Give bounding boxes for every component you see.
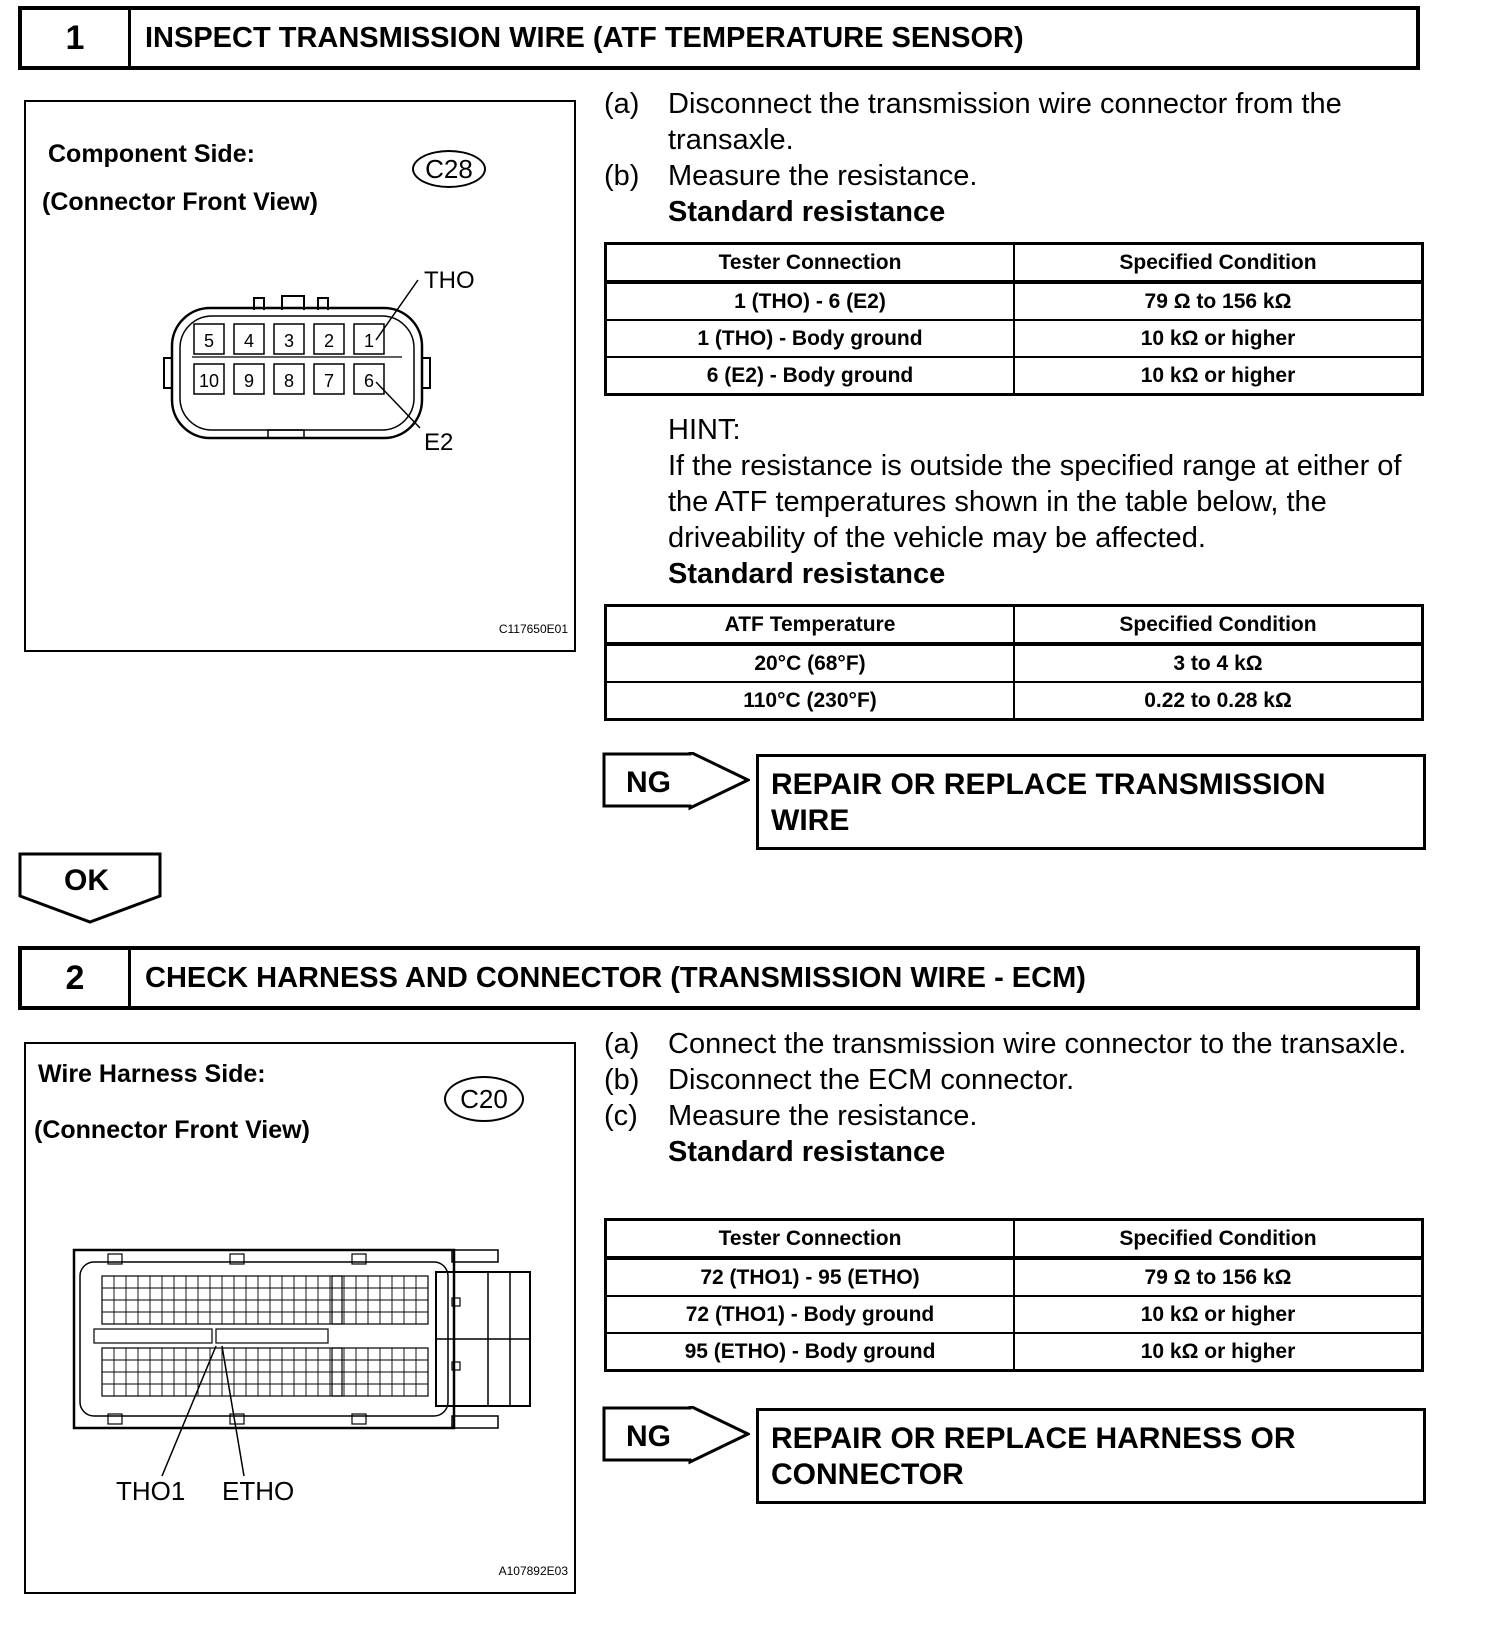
pin-label: 1 — [363, 331, 375, 351]
resistance-table-2 — [604, 604, 1424, 721]
pin-label: 4 — [243, 331, 255, 351]
instruction-item — [604, 1026, 1424, 1062]
instruction-text: Measure the resistance. — [668, 1100, 978, 1132]
pin-label: 3 — [283, 331, 295, 351]
table-header: ATF Temperature — [606, 606, 1015, 645]
table-header: Tester Connection — [606, 244, 1015, 283]
ng-arrow-icon — [602, 1406, 750, 1466]
spacer — [604, 194, 668, 230]
step-1-header — [18, 6, 1420, 70]
figure-side-label: Component Side: — [48, 140, 255, 168]
pin-label: 6 — [363, 371, 375, 391]
pin-label: 7 — [323, 371, 335, 391]
pin-label: 2 — [323, 331, 335, 351]
table-row — [606, 682, 1423, 720]
callout-tho1: THO1 — [116, 1476, 186, 1506]
step-title: INSPECT TRANSMISSION WIRE (ATF TEMPERATURE SENSOR) — [145, 21, 1024, 54]
table-row — [606, 644, 1423, 682]
table-cell: 10 kΩ or higher — [1014, 1333, 1423, 1371]
figure-view-label: (Connector Front View) — [42, 188, 318, 216]
instruction-label: (c) — [604, 1100, 638, 1132]
instruction-text: Disconnect the ECM connector. — [668, 1064, 1075, 1096]
pin-label: 9 — [243, 371, 255, 391]
connector-id-badge: C28 — [412, 150, 486, 188]
table-cell: 0.22 to 0.28 kΩ — [1014, 682, 1423, 720]
instruction-text: Disconnect the transmission wire connector from the transaxle. — [668, 88, 1342, 156]
table-cell: 10 kΩ or higher — [1014, 320, 1423, 357]
figure-id: A107892E03 — [498, 1564, 568, 1578]
step-number: 1 — [22, 10, 131, 66]
instruction-text: Connect the transmission wire connector to the transaxle. — [668, 1028, 1407, 1060]
table-cell: 20°C (68°F) — [606, 644, 1015, 682]
pin-grid — [102, 1276, 428, 1396]
instruction-label: (a) — [604, 1028, 640, 1060]
instruction-item — [604, 158, 1424, 194]
instruction-label: (b) — [604, 1064, 640, 1096]
ok-arrow-icon — [18, 852, 164, 926]
table-cell: 79 Ω to 156 kΩ — [1014, 282, 1423, 320]
pin-label: 10 — [198, 371, 220, 391]
table-cell: 79 Ω to 156 kΩ — [1014, 1258, 1423, 1296]
table-cell: 3 to 4 kΩ — [1014, 644, 1423, 682]
figure-view-label: (Connector Front View) — [34, 1116, 310, 1144]
table-row — [606, 1258, 1423, 1296]
step-2-instructions — [604, 1026, 1424, 1170]
standard-resistance-label: Standard resistance — [668, 1136, 946, 1168]
resistance-table-3 — [604, 1218, 1424, 1372]
table-header: Specified Condition — [1014, 1220, 1423, 1259]
pin-row-top — [194, 324, 384, 354]
resistance-table-1 — [604, 242, 1424, 396]
instruction-text: Measure the resistance. — [668, 160, 978, 192]
table-header: Specified Condition — [1014, 244, 1423, 283]
instruction-item — [604, 1098, 1424, 1134]
ng-arrow-icon — [602, 752, 750, 812]
connector-id-badge: C20 — [444, 1076, 524, 1122]
table-cell: 72 (THO1) - Body ground — [606, 1296, 1015, 1333]
callout-etho: ETHO — [222, 1476, 295, 1506]
standard-resistance-row — [604, 1134, 1424, 1170]
instruction-label: (a) — [604, 88, 640, 120]
table-cell: 72 (THO1) - 95 (ETHO) — [606, 1258, 1015, 1296]
standard-resistance-label: Standard resistance — [668, 558, 946, 590]
pin-label: 8 — [283, 371, 295, 391]
hint-block — [668, 412, 1428, 592]
instruction-item — [604, 86, 1424, 158]
ng-action-box: REPAIR OR REPLACE TRANSMISSION WIRE — [756, 754, 1426, 850]
standard-resistance-label: Standard resistance — [668, 196, 946, 228]
table-row — [606, 357, 1423, 395]
callout-tho: THO — [424, 267, 475, 294]
ng-action-box: REPAIR OR REPLACE HARNESS OR CONNECTOR — [756, 1408, 1426, 1504]
standard-resistance-row — [604, 194, 1424, 230]
connector-figure-c20 — [24, 1042, 576, 1594]
instruction-item — [604, 1062, 1424, 1098]
hint-text: If the resistance is outside the specified range at either of the ATF temperatures shown in the table below, the driveability of the vehicle may be affected. — [668, 450, 1402, 554]
c20-ecm-connector-drawing — [26, 1044, 574, 1592]
step-2-header — [18, 946, 1420, 1010]
ng-label: NG — [626, 1420, 671, 1453]
table-cell: 95 (ETHO) - Body ground — [606, 1333, 1015, 1371]
step-title: CHECK HARNESS AND CONNECTOR (TRANSMISSION WIRE - ECM) — [145, 961, 1086, 994]
step-number: 2 — [22, 950, 131, 1006]
ng-label: NG — [626, 766, 671, 799]
hint-label: HINT: — [668, 414, 741, 446]
connector-figure-c28 — [24, 100, 576, 652]
spacer — [604, 1134, 668, 1170]
table-header: Specified Condition — [1014, 606, 1423, 645]
pin-label: 5 — [203, 331, 215, 351]
table-cell: 1 (THO) - Body ground — [606, 320, 1015, 357]
ok-label: OK — [64, 864, 109, 897]
figure-side-label: Wire Harness Side: — [38, 1060, 266, 1088]
pin-row-bottom — [194, 364, 384, 394]
figure-id: C117650E01 — [498, 622, 568, 636]
table-cell: 1 (THO) - 6 (E2) — [606, 282, 1015, 320]
table-row — [606, 1296, 1423, 1333]
c28-connector-drawing — [26, 102, 574, 650]
table-row — [606, 320, 1423, 357]
callout-e2: E2 — [424, 429, 454, 456]
table-row — [606, 1333, 1423, 1371]
table-row — [606, 282, 1423, 320]
table-cell: 6 (E2) - Body ground — [606, 357, 1015, 395]
table-cell: 10 kΩ or higher — [1014, 357, 1423, 395]
table-cell: 10 kΩ or higher — [1014, 1296, 1423, 1333]
table-header: Tester Connection — [606, 1220, 1015, 1259]
instruction-label: (b) — [604, 160, 640, 192]
step-1-instructions — [604, 86, 1424, 230]
table-cell: 110°C (230°F) — [606, 682, 1015, 720]
